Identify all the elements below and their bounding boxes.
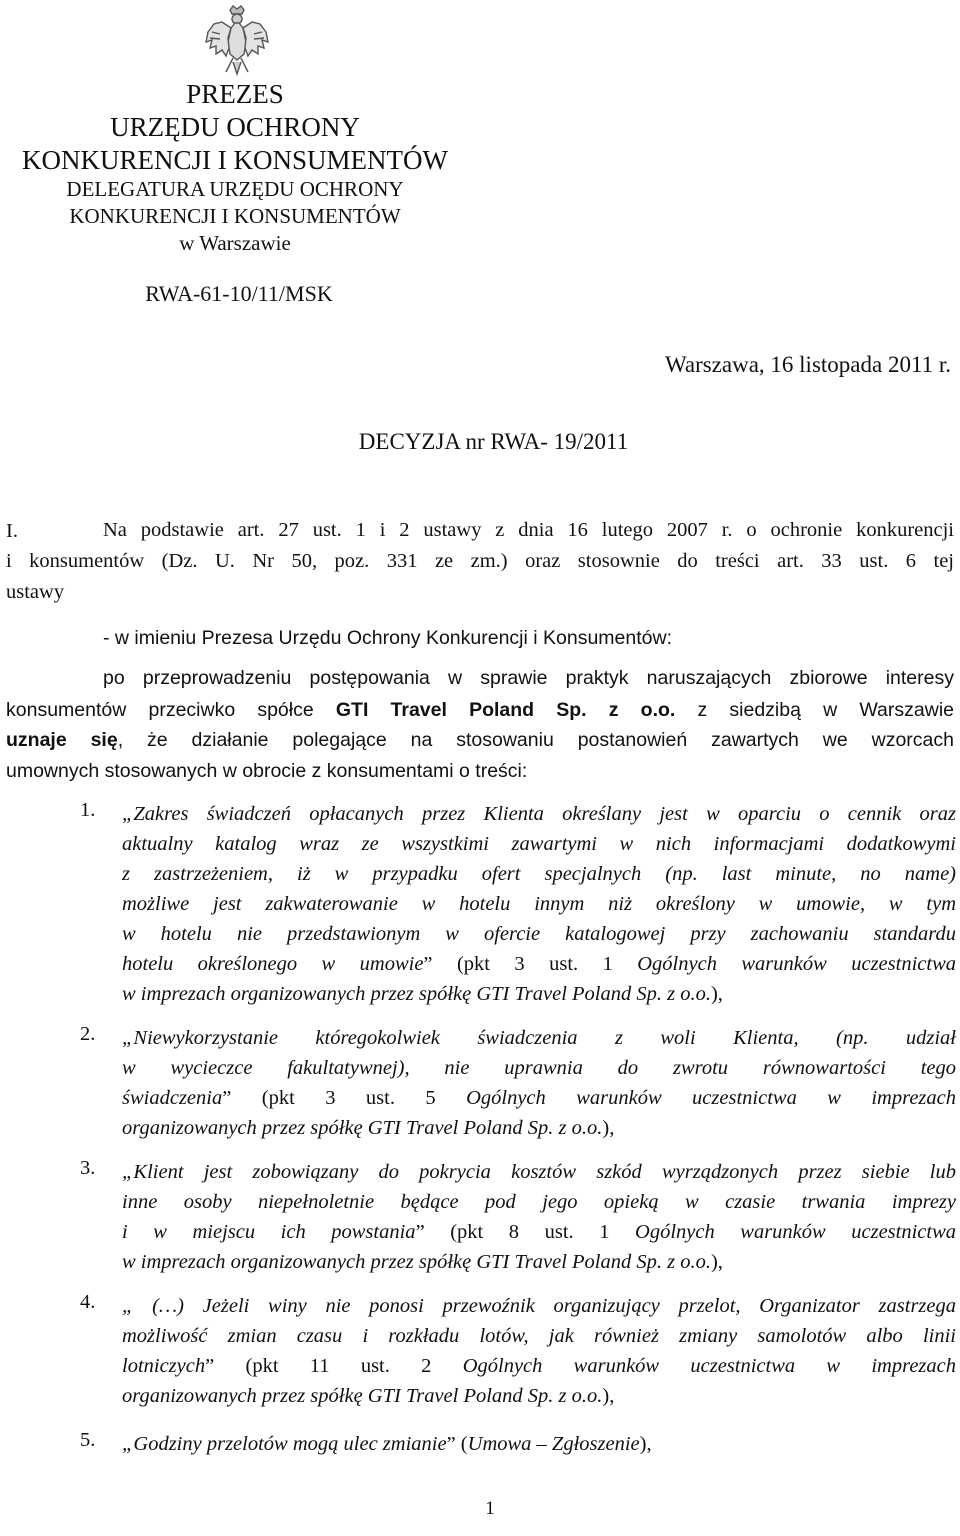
recognize-word: uznaje się xyxy=(6,729,118,751)
delegation-line1: DELEGATURA URZĘDU OCHRONY xyxy=(66,177,404,201)
on-behalf-line: - w imieniu Prezesa Urzędu Ochrony Konkurencji i Konsumentów: xyxy=(103,627,672,649)
list-item: „Zakres świadczeń opłacanych przez Klienta określany jest w oparciu o cennik oraz aktualny katalog wraz ze wszystkimi zawartymi w nich informacjami dodatkowymi z zastrzeżeniem, iż w przypadku ofert specjalnych (np. last minute, no name) możliwe jest zakwaterowanie w hotelu innym niż określony w umowie, w tym w hotelu nie przedstawionym w ofercie katalogowej przy zachowaniu standardu hotelu określonego w umowie” (pkt 3 ust. 1 Ogólnych warunków uczestnictwa w imprezach organizowanych przez spółkę GTI Travel Poland Sp. z o.o.), xyxy=(122,803,956,1005)
issuer-title: PREZES xyxy=(186,79,284,109)
item-number: 2. xyxy=(80,1023,96,1045)
item-number: 1. xyxy=(80,799,96,821)
document-date: Warszawa, 16 listopada 2011 r. xyxy=(665,352,951,377)
legal-basis-line2: i konsumentów (Dz. U. Nr 50, poz. 331 ze zm.) oraz stosownie do treści art. 33 ust. 6 tej xyxy=(6,550,954,572)
company-name: GTI Travel Poland Sp. z o.o. xyxy=(335,699,676,721)
eagle-emblem-icon xyxy=(200,2,274,76)
list-item: „Godziny przelotów mogą ulec zmianie” (Umowa – Zgłoszenie), xyxy=(122,1433,652,1455)
issuer-title-line2: URZĘDU OCHRONY xyxy=(110,112,360,142)
list-item: „ (…) Jeżeli winy nie ponosi przewoźnik organizujący przelot, Organizator zastrzega możliwość zmian czasu i rozkładu lotów, jak również zmiany samolotów albo linii lotniczych” (pkt 11 ust. 2 Ogólnych warunków uczestnictwa w imprezach organizowanych przez spółkę GTI Travel Poland Sp. z o.o.), xyxy=(122,1295,956,1407)
page-number: 1 xyxy=(485,1498,495,1519)
decision-title: DECYZJA nr RWA- 19/2011 xyxy=(358,429,629,454)
delegation-line2: KONKURENCJI I KONSUMENTÓW xyxy=(69,204,401,228)
list-item: „Klient jest zobowiązany do pokrycia kosztów szkód wyrządzonych przez siebie lub inne osoby niepełnoletnie będące pod jego opieką w czasie trwania imprezy i w miejscu ich powstania” (pkt 8 ust. 1 Ogólnych warunków uczestnictwa w imprezach organizowanych przez spółkę GTI Travel Poland Sp. z o.o.), xyxy=(122,1161,957,1273)
item-number: 3. xyxy=(80,1157,96,1179)
finding-line4: umownych stosowanych w obrocie z konsumentami o treści: xyxy=(6,760,528,782)
finding-line3: uznaje się, że działanie polegające na stosowaniu postanowień zawartych we wzorcach xyxy=(6,729,954,751)
legal-basis-line3: ustawy xyxy=(6,581,65,603)
issuer-title-line3: KONKURENCJI I KONSUMENTÓW xyxy=(22,145,448,175)
finding-line2: konsumentów przeciwko spółce GTI Travel Poland Sp. z o.o. z siedzibą w Warszawie xyxy=(6,699,954,721)
list-item: „Niewykorzystanie któregokolwiek świadczenia z woli Klienta, (np. udział w wycieczce fakultatywnej), nie uprawnia do zwrotu równowartości tego świadczenia” (pkt 3 ust. 5 Ogólnych warunków uczestnictwa w imprezach organizowanych przez spółkę GTI Travel Poland Sp. z o.o.), xyxy=(122,1027,956,1139)
legal-basis-line1: Na podstawie art. 27 ust. 1 i 2 ustawy z dnia 16 lutego 2007 r. o ochronie konkurencji xyxy=(103,519,954,541)
section-numeral: I. xyxy=(6,520,18,542)
case-signature: RWA-61-10/11/MSK xyxy=(145,281,333,306)
delegation-city: w Warszawie xyxy=(179,231,291,255)
item-number: 5. xyxy=(80,1429,96,1451)
item-number: 4. xyxy=(80,1291,96,1313)
finding-line1: po przeprowadzeniu postępowania w sprawie praktyk naruszających zbiorowe interesy xyxy=(103,667,954,689)
